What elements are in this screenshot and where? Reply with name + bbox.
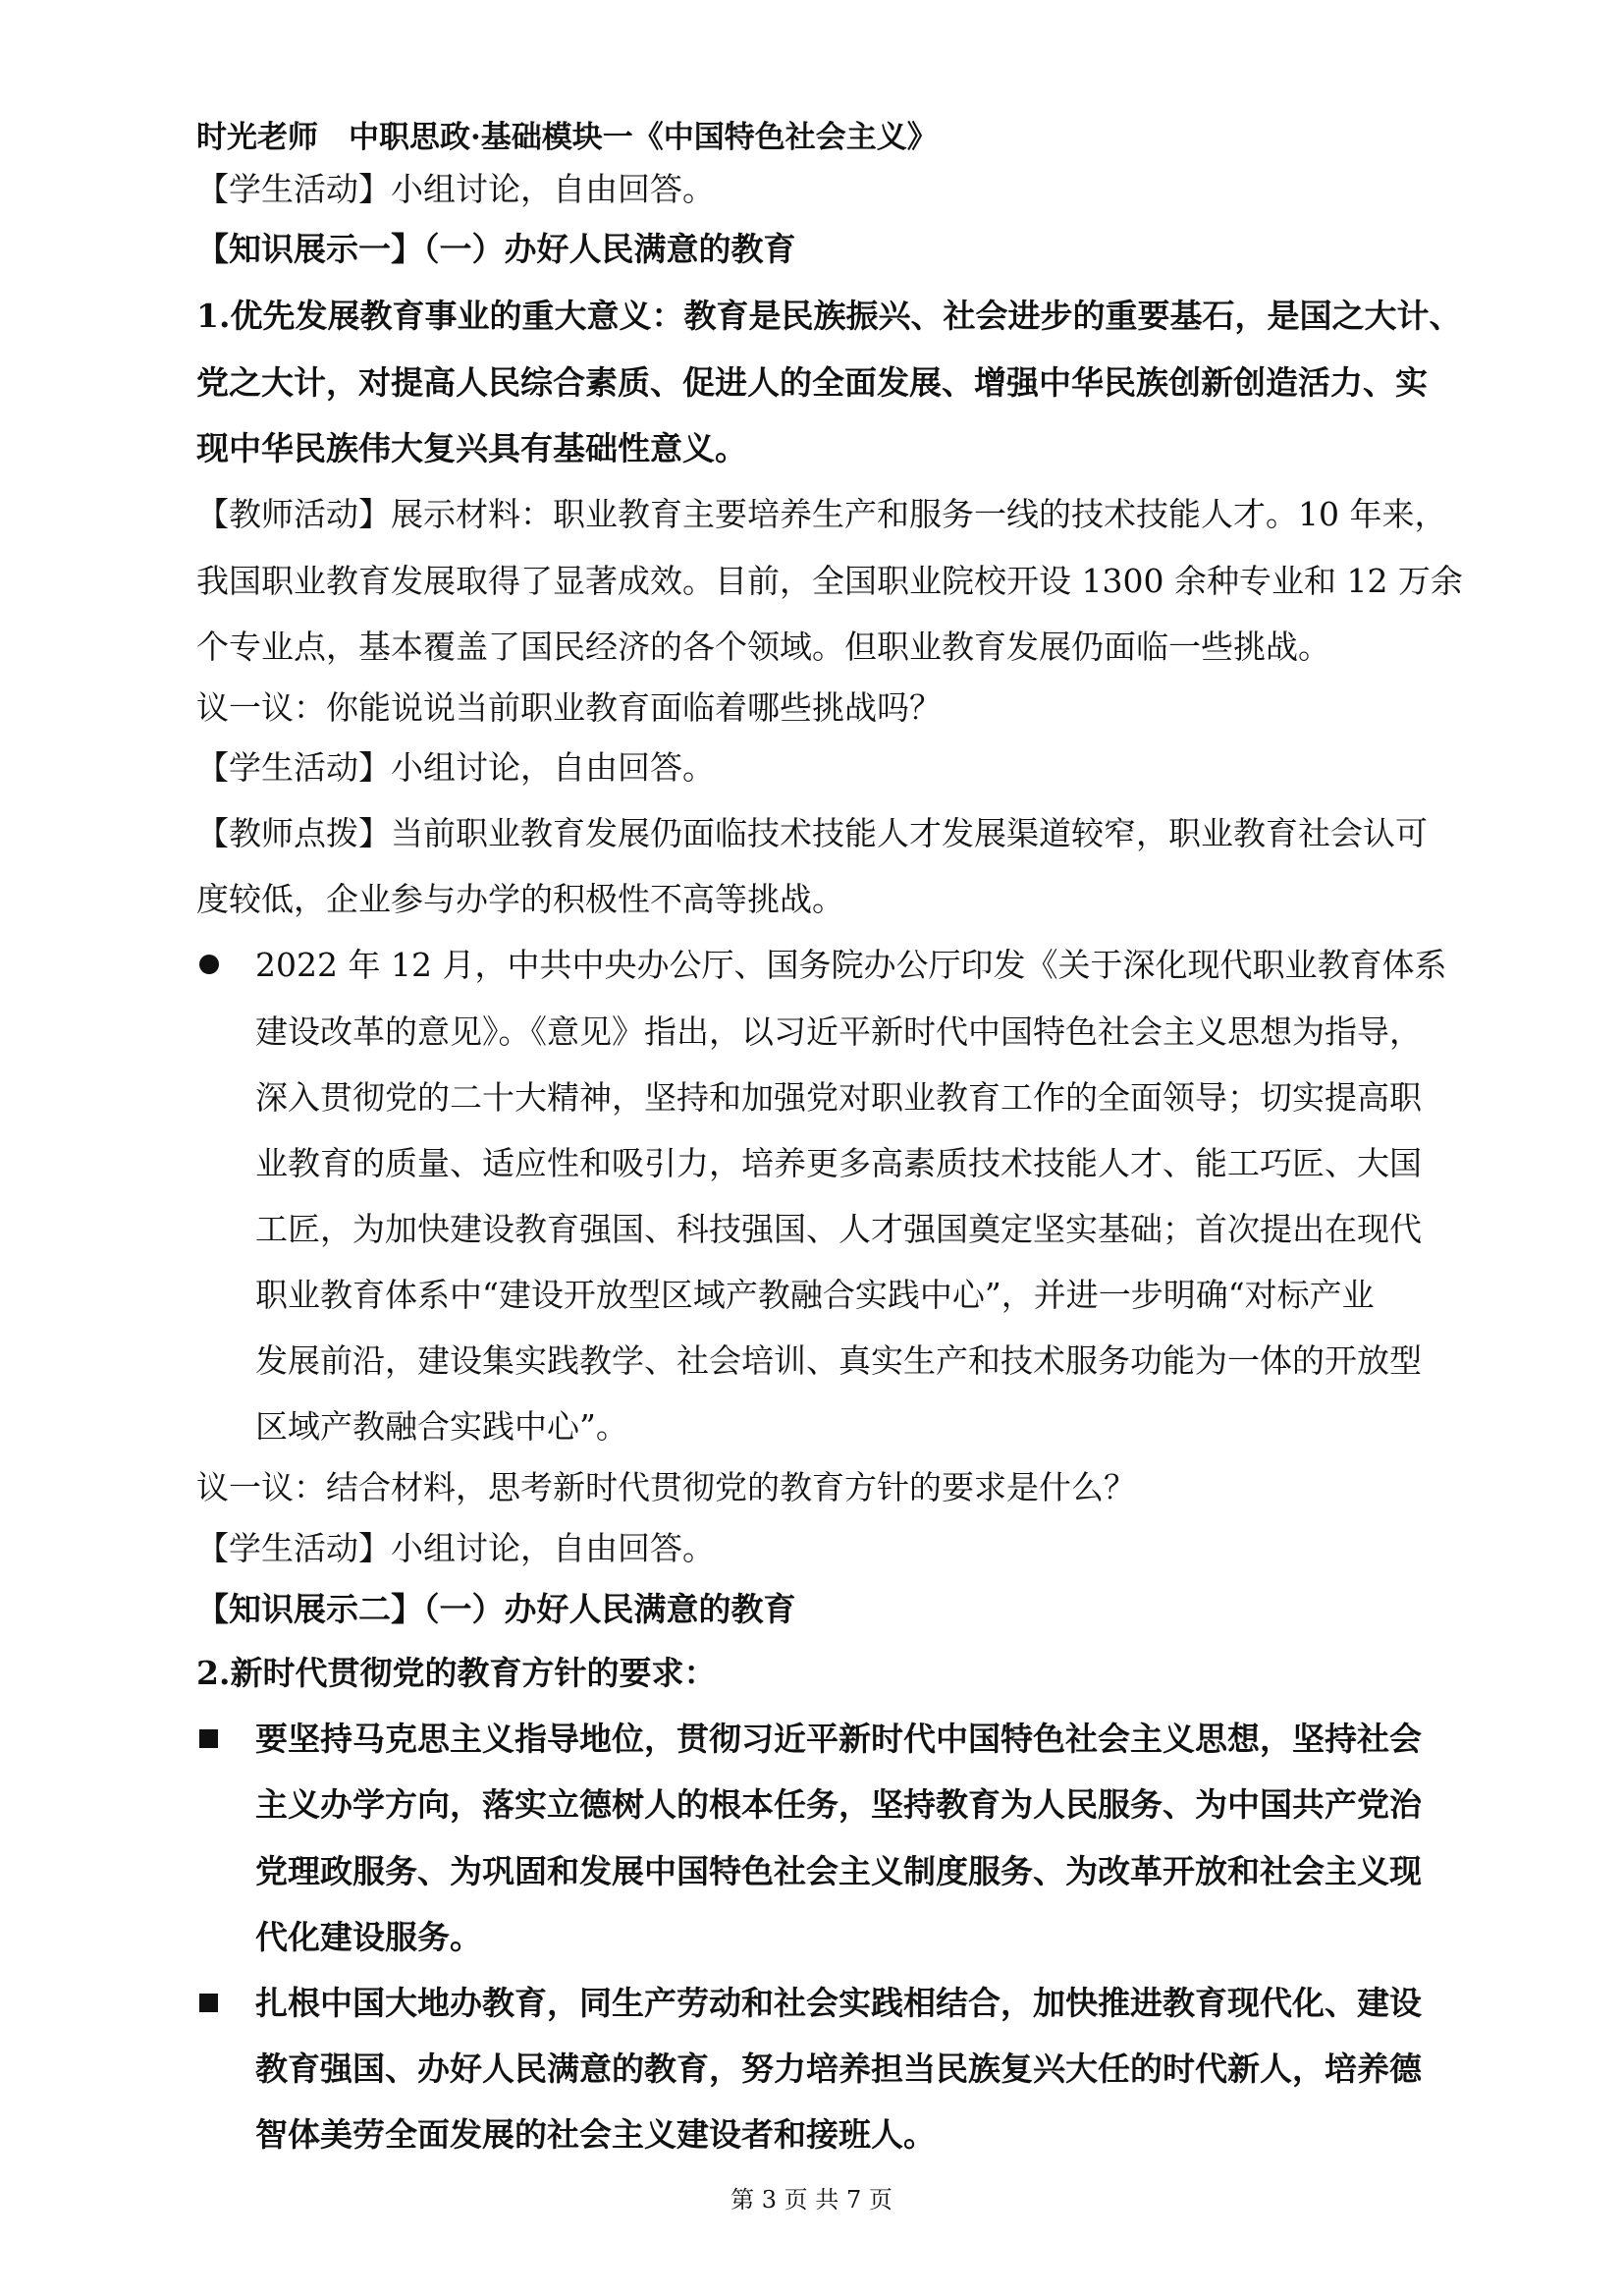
bullet-text-line: 深入贯彻党的二十大精神，坚持和加强党对职业教育工作的全面领导；切实提高职 [255, 1078, 1422, 1117]
student-activity-1: 【学生活动】小组讨论，自由回答。 [196, 170, 715, 208]
bullet-text-line: 发展前沿，建设集实践教学、社会培训、真实生产和技术服务功能为一体的开放型 [255, 1341, 1422, 1380]
paragraph-line: 个专业点，基本覆盖了国民经济的各个领域。但职业教育发展仍面临一些挑战。 [196, 628, 1330, 666]
paragraph-line: 【教师点拨】当前职业教育发展仍面临技术技能人才发展渠道较窄，职业教育社会认可 [196, 814, 1428, 852]
bullet-text-line: 主义办学方向，落实立德树人的根本任务，坚持教育为人民服务、为中国共产党治 [255, 1785, 1422, 1824]
paragraph-line: 我国职业教育发展取得了显著成效。目前，全国职业院校开设 1300 余种专业和 12 万余 [196, 562, 1463, 600]
discussion-prompt-1: 议一议：你能说说当前职业教育面临着哪些挑战吗？ [196, 688, 942, 727]
bullet-square-icon [199, 1718, 218, 1761]
page-number: 第 3 页 共 7 页 [730, 2186, 893, 2214]
student-activity-3: 【学生活动】小组讨论，自由回答。 [196, 1529, 715, 1567]
page-header: 时光老师 中职思政·基础模块一《中国特色社会主义》 [196, 120, 938, 155]
section-heading: 2.新时代贯彻党的教育方针的要求： [196, 1654, 717, 1692]
bullet-text-line: 区域产教融合实践中心”。 [255, 1407, 628, 1446]
knowledge-heading-1: 【知识展示一】（一）办好人民满意的教育 [196, 230, 796, 268]
bullet-text-line: 建设改革的意见》。《意见》指出，以习近平新时代中国特色社会主义思想为指导， [255, 1012, 1422, 1051]
paragraph-line: 党之大计，对提高人民综合素质、促进人的全面发展、增强中华民族创新创造活力、实 [196, 363, 1428, 402]
discussion-prompt-2: 议一议：结合材料，思考新时代贯彻党的教育方针的要求是什么？ [196, 1468, 1136, 1506]
bullet-text-line: 要坚持马克思主义指导地位，贯彻习近平新时代中国特色社会主义思想，坚持社会 [255, 1720, 1422, 1758]
knowledge-heading-2: 【知识展示二】（一）办好人民满意的教育 [196, 1590, 796, 1628]
bullet-text-line: 党理政服务、为巩固和发展中国特色社会主义制度服务、为改革开放和社会主义现 [255, 1852, 1422, 1890]
bullet-text-line: 代化建设服务。 [255, 1918, 482, 1956]
paragraph-line: 度较低，企业参与办学的积极性不高等挑战。 [196, 880, 844, 918]
bullet-text-line: 扎根中国大地办教育，同生产劳动和社会实践相结合，加快推进教育现代化、建设 [255, 1984, 1422, 2022]
bullet-square-icon [199, 1982, 218, 2025]
bullet-text-line: 工匠，为加快建设教育强国、科技强国、人才强国奠定坚实基础；首次提出在现代 [255, 1210, 1422, 1248]
bullet-text-line: 2022 年 12 月，中共中央办公厅、国务院办公厅印发《关于深化现代职业教育体系 [255, 946, 1447, 984]
bullet-dot-icon [199, 944, 219, 987]
student-activity-2: 【学生活动】小组讨论，自由回答。 [196, 748, 715, 787]
bullet-text-line: 教育强国、办好人民满意的教育，努力培养担当民族复兴大任的时代新人，培养德 [255, 2050, 1422, 2088]
paragraph-line: 现中华民族伟大复兴具有基础性意义。 [196, 429, 747, 467]
bullet-text-line: 智体美劳全面发展的社会主义建设者和接班人。 [255, 2115, 936, 2154]
bullet-text-line: 业教育的质量、适应性和吸引力，培养更多高素质技术技能人才、能工巧匠、大国 [255, 1144, 1422, 1182]
paragraph-line: 【教师活动】展示材料：职业教育主要培养生产和服务一线的技术技能人才。10 年来， [196, 495, 1447, 533]
bullet-text-line: 职业教育体系中“建设开放型区域产教融合实践中心”，并进一步明确“对标产业 [255, 1276, 1375, 1314]
paragraph-line: 1.优先发展教育事业的重大意义：教育是民族振兴、社会进步的重要基石，是国之大计、 [196, 297, 1462, 335]
